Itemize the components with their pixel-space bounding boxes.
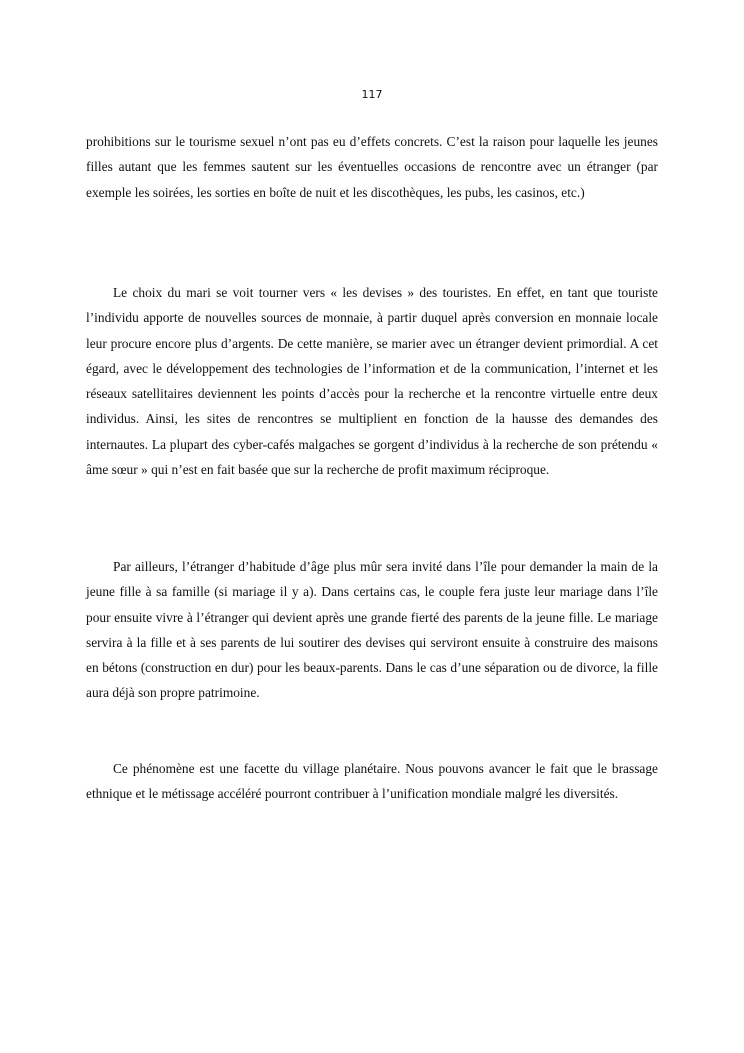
paragraph-3: Par ailleurs, l’étranger d’habitude d’âge plus mûr sera invité dans l’île pour demander la main de la jeune fille à sa famille (si mariage il y a). Dans certains cas, le couple fera juste leur mariage dans l’île pour ensuite vivre à l’étranger qui devient après une grande fierté des parents de la jeune fille. Le mariage servira à la fille et à ses parents de lui soutirer des devises qui serviront ensuite à construire des maisons en bétons (construction en dur) pour les beaux-parents. Dans le cas d’une séparation ou de divorce, la fille aura déjà son propre patrimoine.	[86, 559, 658, 701]
paragraph-1: prohibitions sur le tourisme sexuel n’ont pas eu d’effets concrets. C’est la raison pour laquelle les jeunes filles autant que les femmes sautent sur les éventuelles occasions de rencontre avec un étranger (par exemple les soirées, les sorties en boîte de nuit et les discothèques, les pubs, les casinos, etc.)	[86, 134, 658, 200]
page-number: 117	[361, 88, 383, 101]
paragraph-4: Ce phénomène est une facette du village planétaire. Nous pouvons avancer le fait que le brassage ethnique et le métissage accéléré pourront contribuer à l’unification mondiale malgré les diversités.	[86, 761, 658, 802]
paragraph-2: Le choix du mari se voit tourner vers « les devises » des touristes. En effet, en tant que touriste l’individu apporte de nouvelles sources de monnaie, à partir duquel après conversion en monnaie locale leur procure encore plus d’argents. De cette manière, se marier avec un étranger devient primordial. A cet égard, avec le développement des technologies de l’information et de la communication, l’internet et les réseaux satellitaires deviennent les points d’accès pour la recherche et la rencontre virtuelle entre deux individus. Ainsi, les sites de rencontres se multiplient en fonction de la hausse des demandes des internautes. La plupart des cyber-cafés malgaches se gorgent d’individus à la recherche de son prétendu « âme sœur » qui n’est en fait basée que sur la recherche de profit maximum réciproque.	[86, 285, 658, 478]
